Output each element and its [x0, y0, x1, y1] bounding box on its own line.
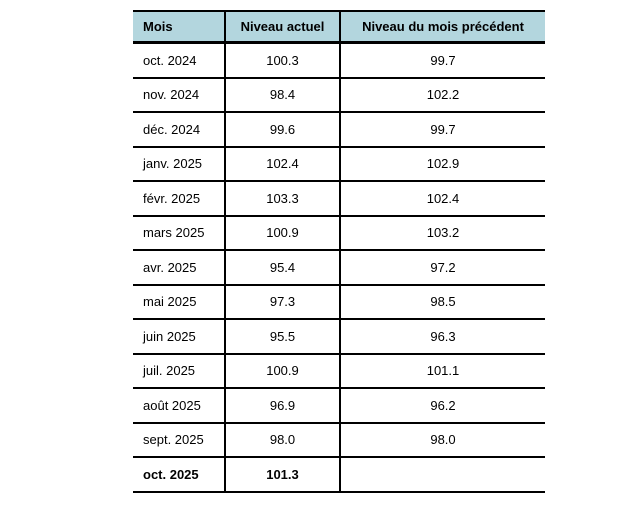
- previous-level-cell: 98.0: [340, 423, 545, 458]
- table-row: [133, 423, 545, 458]
- table-row-latest: [133, 457, 545, 492]
- previous-level-cell: 96.2: [340, 388, 545, 423]
- month-cell: janv. 2025: [133, 147, 225, 182]
- month-cell: déc. 2024: [133, 112, 225, 147]
- previous-level-cell: 98.5: [340, 285, 545, 320]
- column-header-previous: Niveau du mois précédent: [340, 11, 545, 43]
- previous-level-cell: 103.2: [340, 216, 545, 251]
- month-cell: oct. 2024: [133, 43, 225, 78]
- month-cell: mars 2025: [133, 216, 225, 251]
- month-cell: août 2025: [133, 388, 225, 423]
- month-cell: juil. 2025: [133, 354, 225, 389]
- current-level-cell: 99.6: [225, 112, 340, 147]
- month-cell: nov. 2024: [133, 78, 225, 113]
- previous-level-cell: 97.2: [340, 250, 545, 285]
- month-cell: mai 2025: [133, 285, 225, 320]
- current-level-cell: 98.4: [225, 78, 340, 113]
- current-level-cell: 95.4: [225, 250, 340, 285]
- table-row: [133, 319, 545, 354]
- month-cell: oct. 2025: [133, 457, 225, 492]
- previous-level-cell: [340, 457, 545, 492]
- levels-table-container: [133, 10, 545, 493]
- table-row: [133, 43, 545, 78]
- previous-level-cell: 99.7: [340, 43, 545, 78]
- previous-level-cell: 102.9: [340, 147, 545, 182]
- table-row: [133, 181, 545, 216]
- month-cell: juin 2025: [133, 319, 225, 354]
- previous-level-cell: 102.2: [340, 78, 545, 113]
- table-row: [133, 285, 545, 320]
- table-row: [133, 250, 545, 285]
- table-header-row: [133, 11, 545, 43]
- current-level-cell: 103.3: [225, 181, 340, 216]
- previous-level-cell: 102.4: [340, 181, 545, 216]
- table-row: [133, 388, 545, 423]
- current-level-cell: 101.3: [225, 457, 340, 492]
- current-level-cell: 98.0: [225, 423, 340, 458]
- current-level-cell: 96.9: [225, 388, 340, 423]
- previous-level-cell: 96.3: [340, 319, 545, 354]
- current-level-cell: 100.9: [225, 354, 340, 389]
- month-cell: avr. 2025: [133, 250, 225, 285]
- previous-level-cell: 99.7: [340, 112, 545, 147]
- table-row: [133, 354, 545, 389]
- current-level-cell: 102.4: [225, 147, 340, 182]
- month-cell: sept. 2025: [133, 423, 225, 458]
- table-row: [133, 216, 545, 251]
- current-level-cell: 95.5: [225, 319, 340, 354]
- table-row: [133, 112, 545, 147]
- column-header-month: Mois: [133, 11, 225, 43]
- month-cell: févr. 2025: [133, 181, 225, 216]
- current-level-cell: 100.9: [225, 216, 340, 251]
- column-header-current: Niveau actuel: [225, 11, 340, 43]
- table-row: [133, 147, 545, 182]
- table-row: [133, 78, 545, 113]
- current-level-cell: 100.3: [225, 43, 340, 78]
- current-level-cell: 97.3: [225, 285, 340, 320]
- levels-table: [133, 10, 545, 493]
- previous-level-cell: 101.1: [340, 354, 545, 389]
